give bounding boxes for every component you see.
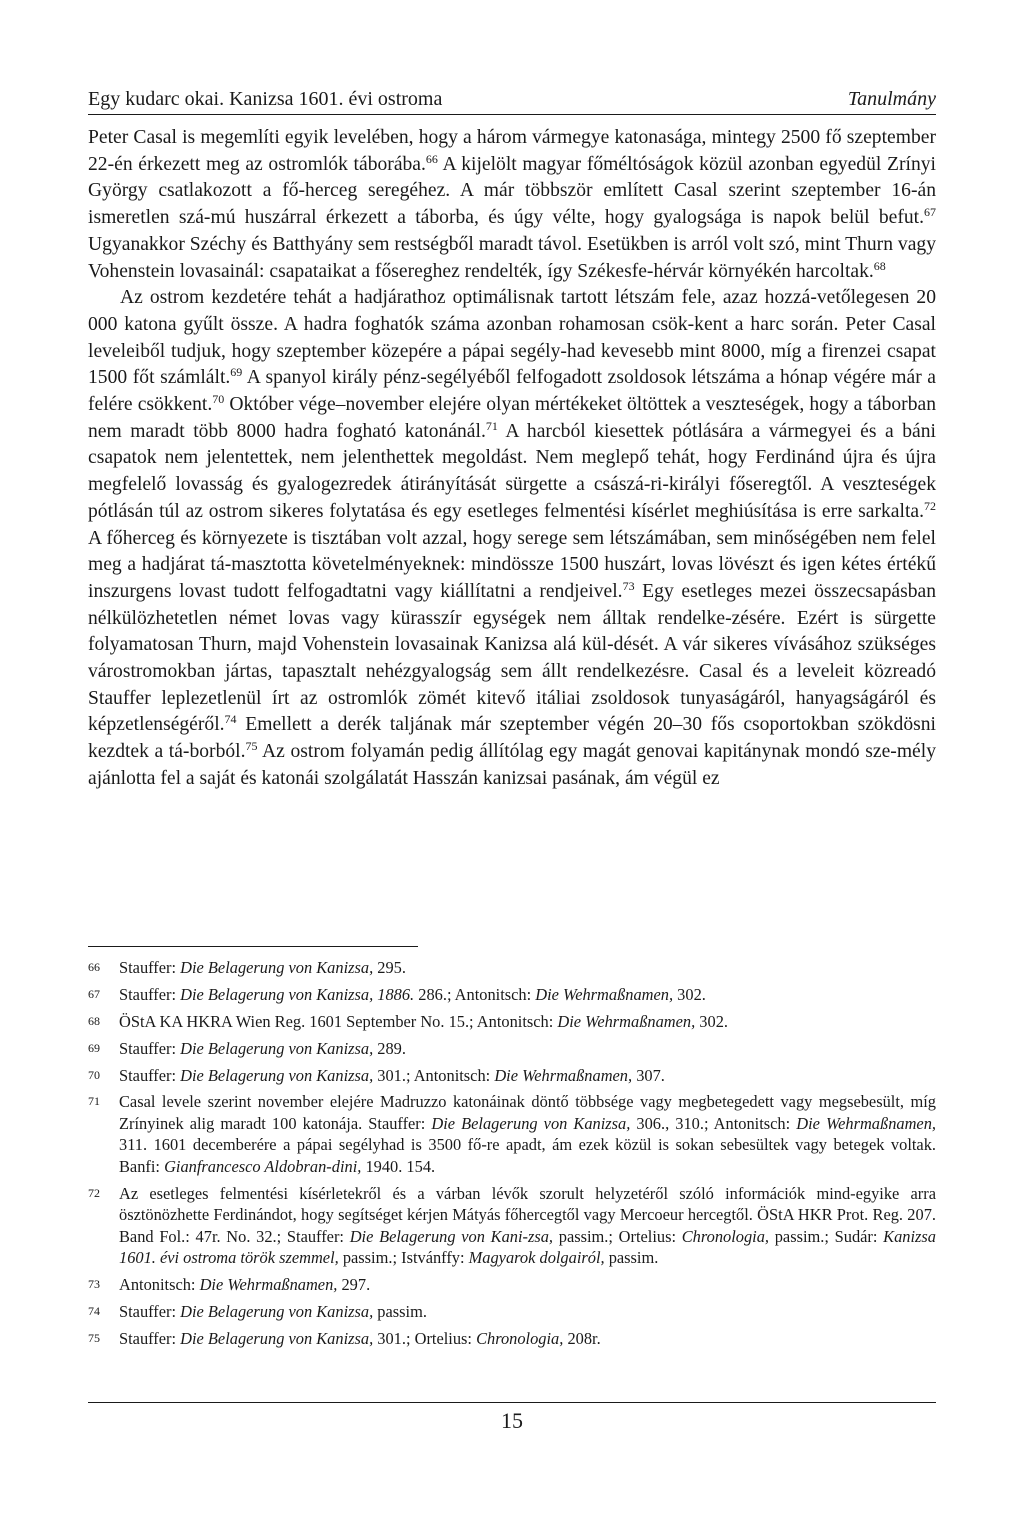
- footnote-number: 71: [88, 1094, 100, 1109]
- footnote: [88, 984, 936, 1006]
- footnote-number: 68: [88, 1013, 100, 1028]
- footnote-number: 70: [88, 1067, 100, 1082]
- footnote-text: Stauffer: Die Belagerung von Kanizsa, 289.: [119, 1038, 406, 1058]
- footnote-text: Stauffer: Die Belagerung von Kanizsa, passim.: [119, 1302, 427, 1322]
- footer-divider: [88, 1402, 936, 1403]
- footnote: [88, 957, 936, 979]
- footnote-ref[interactable]: 71: [485, 418, 498, 433]
- footnote: [88, 1038, 936, 1060]
- paragraph-text: Ugyanakkor Széchy és Batthyány sem restségből maradt távol. Esetükben is arról volt szó, mint Thurn vagy Vohenstein lovasainál: csapataikat a fősereghez rendelték, így Székesfe-hérvár környékén harcoltak.: [88, 233, 936, 282]
- paragraph-text: Egy esetleges mezei összecsapásban nélkülözhetetlen német lovas vagy kürasszír egységek nem álltak rendelke-zésére. Ezért is sürgette folyamatosan Thurn, majd Vohenstein lovasainak Kanizsa alá kül-dését. A vár sikeres vívásához szükséges várostromokban jártas, tapasztalt nehézgyalogság sem állt rendelkezésre. Casal és a leveleit közreadó Stauffer leplezetlenül írt az ostromlók zömét kitevő itáliai zsoldosok tunyaságáról, hanyagságáról és képzetlenségéről.: [88, 580, 936, 736]
- footnote-ref[interactable]: 68: [873, 258, 886, 273]
- footnote-number: 73: [88, 1277, 100, 1292]
- page-number: 15: [501, 1408, 523, 1433]
- footnote: [88, 1011, 936, 1033]
- footnote-text: Stauffer: Die Belagerung von Kanizsa, 295.: [119, 958, 406, 977]
- footnote-ref[interactable]: 74: [224, 712, 237, 727]
- footnote: [88, 1065, 936, 1087]
- footnote-text: Casal levele szerint november elejére Madruzzo katonáinak döntő többsége vagy megbetegedett vagy megsebesült, míg Zrínyinek alig maradt 100 katonája. Stauffer: Die Belagerung von Kanizsa, 306., 310.; Antonitsch: Die Wehrmaßnamen, 311. 1601 decemberére a pápai segélyhad is 3500 fő-re apadt, ám ezek közül is sokan sebesültek vagy betegek voltak. Banfi: Gianfrancesco Aldobran-dini, 1940. 154.: [119, 1092, 936, 1176]
- running-title: Egy kudarc okai. Kanizsa 1601. évi ostroma: [88, 88, 443, 110]
- body-text: [88, 125, 936, 793]
- footnotes: [88, 957, 936, 1355]
- running-header: [88, 88, 936, 115]
- paragraph-text: Peter Casal is megemlíti egyik levelében, hogy a három vármegye katonasága, mintegy 2500 fő szeptember 22-én érkezett meg az ostromlók táborába.: [88, 127, 936, 175]
- footnote-text: Stauffer: Die Belagerung von Kanizsa, 301.; Antonitsch: Die Wehrmaßnamen, 307.: [119, 1065, 665, 1085]
- footnote-ref[interactable]: 73: [622, 578, 635, 593]
- footnote-number: 69: [88, 1040, 100, 1055]
- footnote-ref[interactable]: 70: [212, 392, 225, 407]
- footnote: [88, 1301, 936, 1323]
- paragraph-text: Emellett a derék talјának már szeptember végén 20–30 fős csoportokban szökdösni kezdtek a tá-borból.: [88, 714, 936, 763]
- footnote: [88, 1274, 936, 1296]
- paragraph: [88, 285, 936, 792]
- footnote-text: Stauffer: Die Belagerung von Kanizsa, 301.; Ortelius: Chronologia, 208r.: [119, 1329, 601, 1349]
- footnote-ref[interactable]: 72: [924, 498, 936, 513]
- footnote-ref[interactable]: 67: [924, 205, 936, 220]
- footnote-divider: [88, 946, 418, 947]
- footnote-number: 67: [88, 986, 100, 1001]
- footnote: [88, 1091, 936, 1177]
- footnote-text: Az esetleges felmentési kísérletekről és a várban lévők szorult helyzetéről szóló információk mind-egyike arra ösztönözhette Ferdinándot, hogy segítséget kérjen Mátyás főhercegtől vagy Mercoeur hercegtől. ÖStA HKR Prot. Reg. 207. Band Fol.: 47r. No. 32.; Stauffer: Die Belagerung von Kani-zsa, passim.; Ortelius: Chronologia, passim.; Sudár: Kanizsa 1601. évi ostroma török szemmel, passim.; Istvánffy: Magyarok dolgairól, passim.: [119, 1183, 936, 1268]
- paragraph-text: Október vége–november elejére olyan mértékeket öltöttek a veszteségek, hogy a táborban nem maradt több 8000 hadra fogható katonánál.: [88, 394, 936, 442]
- footnote-ref[interactable]: 69: [230, 365, 243, 380]
- footnote-number: 66: [88, 960, 100, 974]
- footnote: [88, 1183, 936, 1269]
- paragraph-text: Az ostrom folyamán pedig állítólag egy magát genovai kapitánynak mondó sze-mély ajánlotta fel a saját és katonái szolgálatát Hasszán kanizsai pasának, ám végül ez: [88, 741, 936, 789]
- footnote-number: 72: [88, 1185, 100, 1200]
- paragraph: [88, 125, 936, 285]
- paragraph-text: Az ostrom kezdetére tehát a hadjárathoz optimálisnak tartott létszám fele, azaz hozzá-vetőlegesen 20 000 katona gyűlt össze. A hadra foghatók száma azonban rohamosan csök-kent a harc során. Peter Casal leveleiből tudjuk, hogy szeptember közepére a pápai segély-had kevesebb mint 8000, míg a firenzei csapat 1500 főt számlált.: [88, 287, 936, 389]
- footnote: [88, 1328, 936, 1350]
- footnote-ref[interactable]: 66: [425, 151, 438, 166]
- footnote-text: ÖStA KA HKRA Wien Reg. 1601 September No. 15.; Antonitsch: Die Wehrmaßnamen, 302.: [119, 1011, 728, 1031]
- footnote-text: Antonitsch: Die Wehrmaßnamen, 297.: [119, 1275, 371, 1295]
- footnote-number: 75: [88, 1331, 100, 1346]
- paragraph-text: A spanyol király pénz-segélyéből felfogadott zsoldosok létszáma a hónap végére már a felére csökkent.: [88, 367, 936, 416]
- paragraph-text: A harcból kiesettek pótlására a vármegyei és a báni csapatok nem jelentettek, nem jelenthettek megoldást. Nem meglepő tehát, hogy Ferdinánd újra és újra megfelelő lovasság és gyalogezredek átirányítását sürgette a császá-ri-királyi főseregtől. A veszteségek pótlásán túl az ostrom sikeres folytatása és egy esetleges felmentési kísérlet meghiúsítása is erre sarkalta.: [88, 420, 936, 522]
- footnote-text: Stauffer: Die Belagerung von Kanizsa, 1886. 286.; Antonitsch: Die Wehrmaßnamen, 302.: [119, 984, 706, 1004]
- paragraph-text: A kijelölt magyar főméltóságok közül azonban egyedül Zrínyi György csatlakozott a fő-herceg seregéhez. A már többször említett Casal szerint szeptember 16-án ismeretlen szá-mú huszárral érkezett a táborba, és úgy vélte, hogy gyalogsága is napok belül befut.: [88, 153, 936, 229]
- footnote-number: 74: [88, 1304, 100, 1319]
- paragraph-text: A főherceg és környezete is tisztában volt azzal, hogy serege sem létszámában, sem minőségében nem felel meg a hadjárat tá-masztotta követelményeknek: mindössze 1500 huszárt, lovas lövészt és igen kétes értékű inszurgens lovast tudott felfogadtatni vagy kiállítatni a rendjeivel.: [88, 527, 936, 602]
- section-label: Tanulmány: [847, 88, 936, 110]
- footnote-ref[interactable]: 75: [245, 739, 258, 754]
